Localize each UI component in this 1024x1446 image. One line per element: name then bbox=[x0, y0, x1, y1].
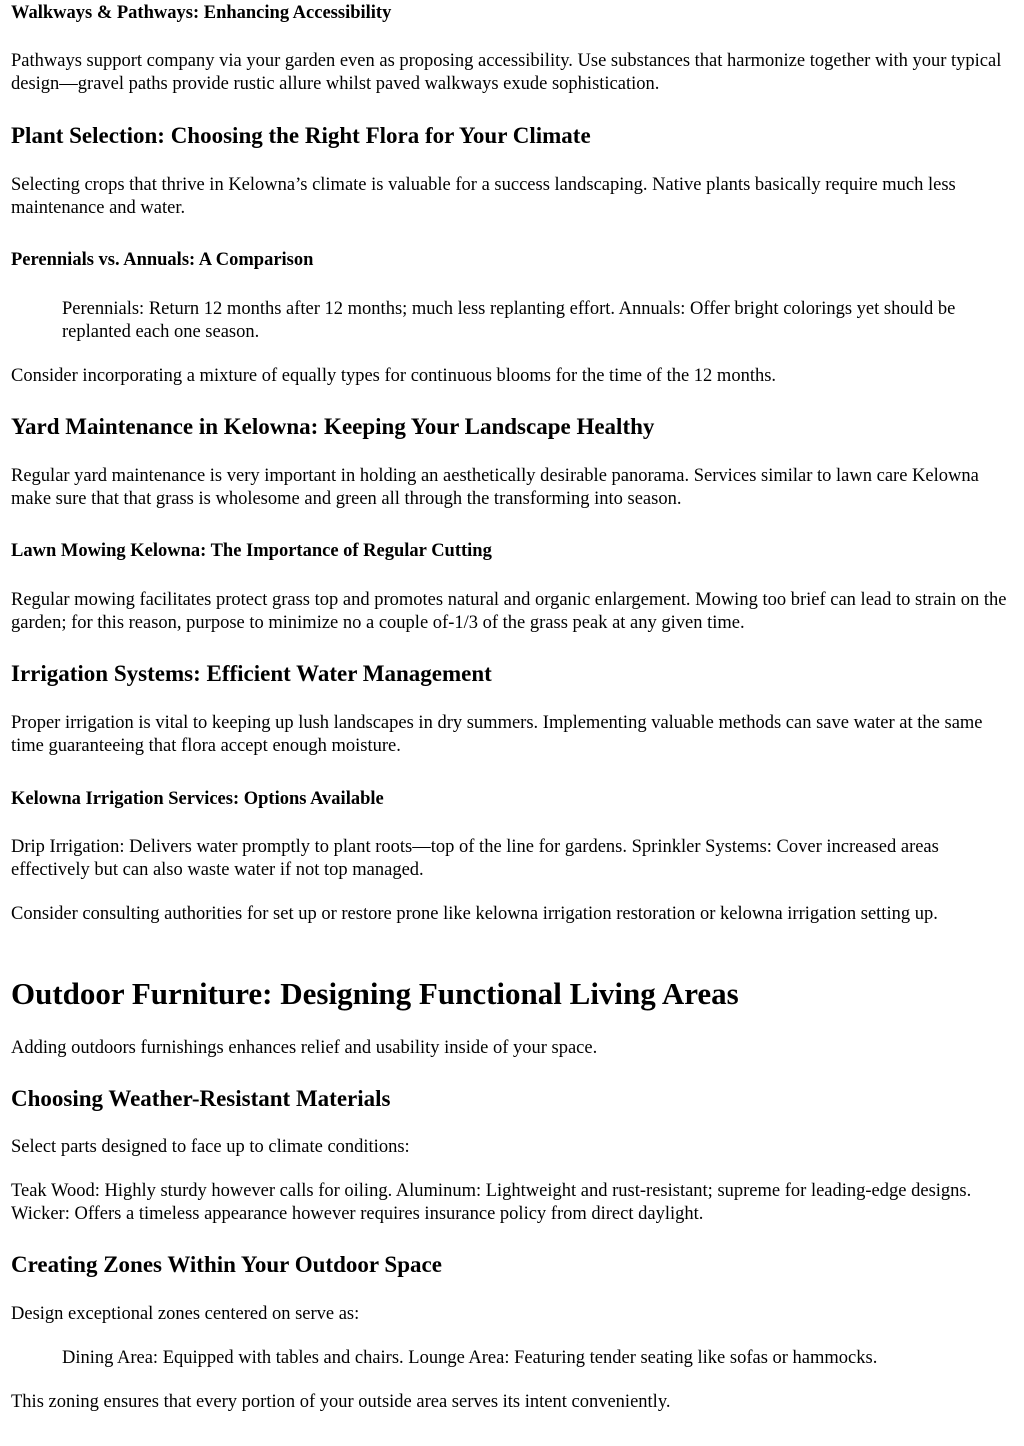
weather-materials-heading: Choosing Weather-Resistant Materials bbox=[11, 1086, 391, 1111]
plant-selection-heading: Plant Selection: Choosing the Right Flora for Your Climate bbox=[11, 123, 591, 148]
yard-maintenance-heading: Yard Maintenance in Kelowna: Keeping Your Landscape Healthy bbox=[11, 414, 655, 439]
weather-materials-paragraph: Teak Wood: Highly sturdy however calls for oiling. Aluminum: Lightweight and rust-resistant; supreme for leading-edge designs. Wicker: Offers a timeless appearance however requires insurance policy from direct daylight. bbox=[11, 1181, 972, 1224]
irrigation-services-heading: Kelowna Irrigation Services: Options Available bbox=[11, 789, 384, 809]
lawn-mowing-heading: Lawn Mowing Kelowna: The Importance of Regular Cutting bbox=[11, 541, 492, 561]
irrigation-paragraph: Proper irrigation is vital to keeping up lush landscapes in dry summers. Implementing valuable methods can save water at the same time guaranteeing that flora accept enough moisture. bbox=[11, 713, 983, 756]
weather-materials-intro: Select parts designed to face up to climate conditions: bbox=[11, 1137, 410, 1157]
outdoor-furniture-paragraph: Adding outdoors furnishings enhances relief and usability inside of your space. bbox=[11, 1038, 598, 1058]
perennials-heading: Perennials vs. Annuals: A Comparison bbox=[11, 250, 314, 270]
zones-heading: Creating Zones Within Your Outdoor Space bbox=[11, 1252, 442, 1277]
walkways-paragraph: Pathways support company via your garden even as proposing accessibility. Use substances that harmonize together with your typical design—gravel paths provide rustic allure whilst paved walkways exude sophistication. bbox=[11, 51, 1002, 94]
yard-maintenance-paragraph: Regular yard maintenance is very important in holding an aesthetically desirable panorama. Services similar to lawn care Kelowna make sure that that grass is wholesome and green all through the transforming into season. bbox=[11, 466, 979, 509]
walkways-heading: Walkways & Pathways: Enhancing Accessibility bbox=[11, 3, 392, 23]
zones-intro: Design exceptional zones centered on serve as: bbox=[11, 1304, 360, 1324]
outdoor-furniture-heading: Outdoor Furniture: Designing Functional Living Areas bbox=[11, 976, 739, 1011]
plant-selection-paragraph: Selecting crops that thrive in Kelowna’s climate is valuable for a success landscaping. Native plants basically require much less maintenance and water. bbox=[11, 175, 956, 218]
lawn-mowing-paragraph: Regular mowing facilitates protect grass top and promotes natural and organic enlargement. Mowing too brief can lead to strain on the garden; for this reason, purpose to minimize no a couple of-1/3 of the grass peak at any given time. bbox=[11, 590, 1007, 633]
irrigation-consult-paragraph: Consider consulting authorities for set up or restore prone like kelowna irrigation restoration or kelowna irrigation setting up. bbox=[11, 904, 938, 924]
zones-paragraph: This zoning ensures that every portion of your outside area serves its intent conveniently. bbox=[11, 1392, 671, 1412]
irrigation-services-paragraph: Drip Irrigation: Delivers water promptly to plant roots—top of the line for gardens. Sprinkler Systems: Cover increased areas effectively but can also waste water if not top managed. bbox=[11, 837, 939, 880]
perennials-quote: Perennials: Return 12 months after 12 months; much less replanting effort. Annuals: Offer bright colorings yet should be replanted each one season. bbox=[62, 299, 956, 342]
zones-quote: Dining Area: Equipped with tables and chairs. Lounge Area: Featuring tender seating like sofas or hammocks. bbox=[62, 1348, 878, 1368]
irrigation-heading: Irrigation Systems: Efficient Water Management bbox=[11, 661, 492, 686]
perennials-paragraph: Consider incorporating a mixture of equally types for continuous blooms for the time of the 12 months. bbox=[11, 366, 777, 386]
